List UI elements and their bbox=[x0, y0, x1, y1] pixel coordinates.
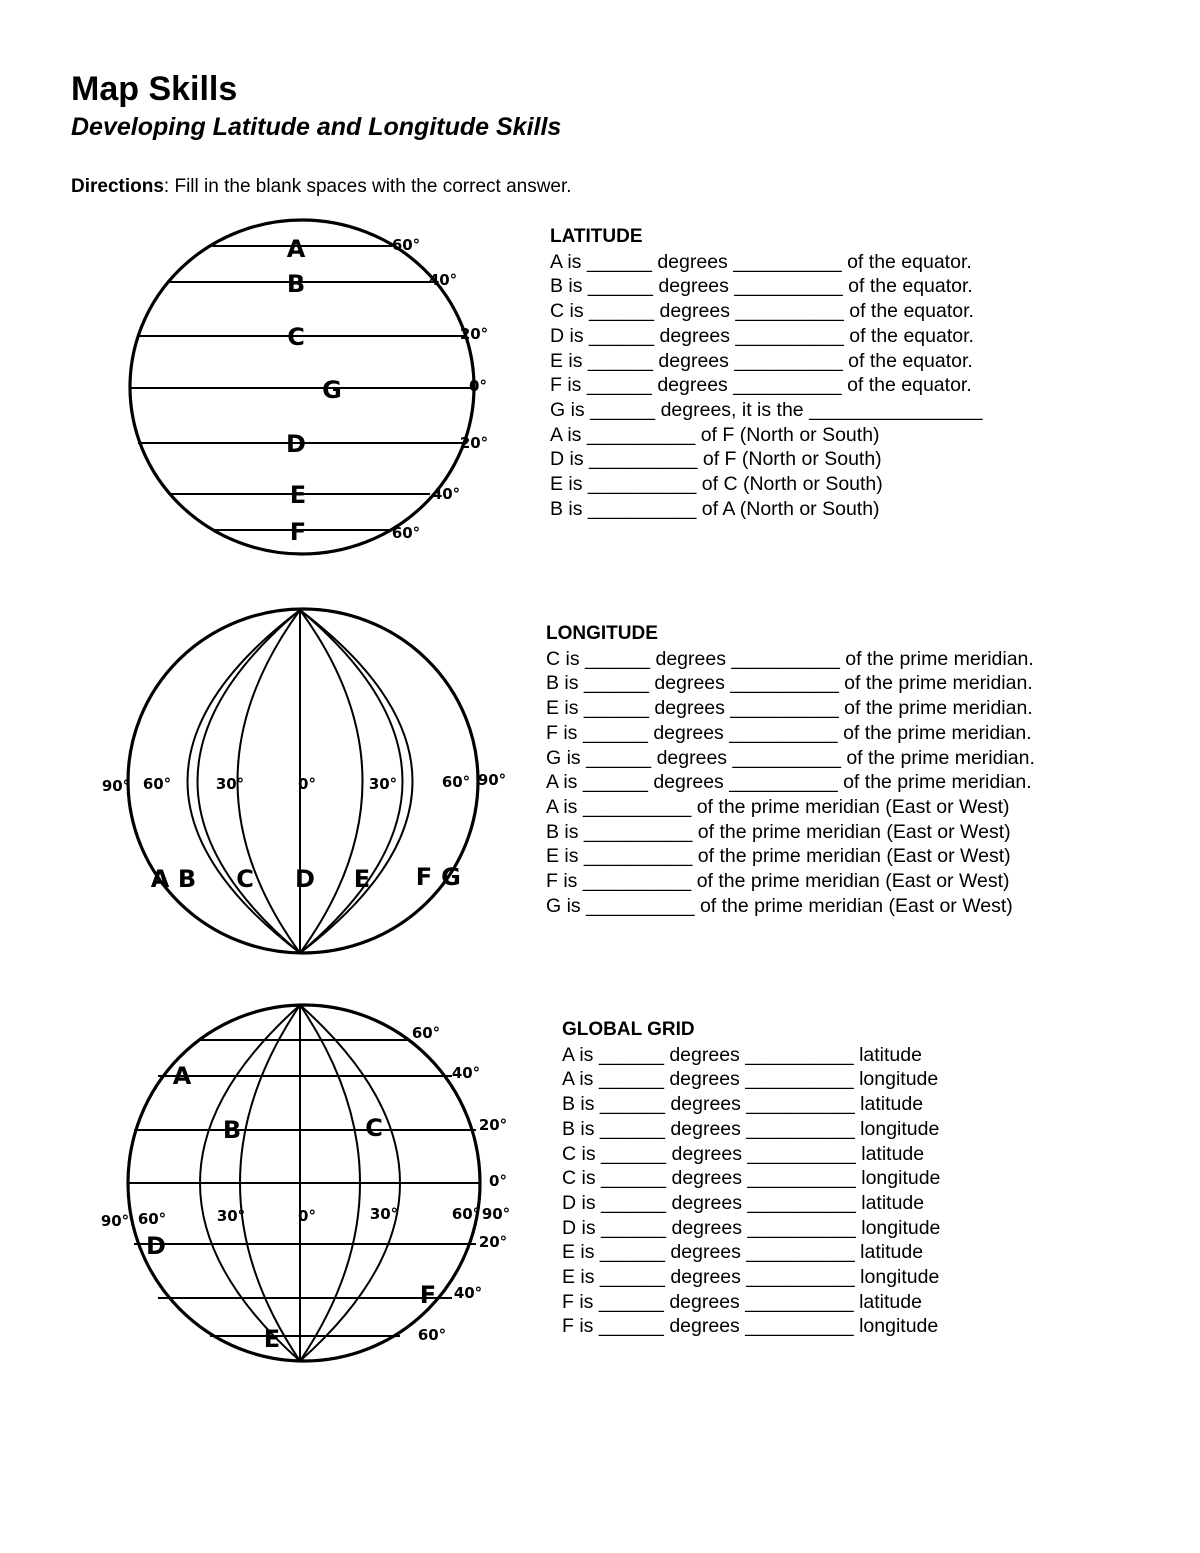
longitude-degree-label: 30° bbox=[368, 775, 398, 793]
latitude-degree-label: 40° bbox=[431, 485, 461, 503]
longitude-question: E is ______ degrees __________ of the prime meridian. bbox=[546, 697, 1033, 720]
longitude-point-label: C bbox=[236, 865, 254, 893]
grid-longitude-degree-label: 60° bbox=[451, 1205, 481, 1223]
grid-point-label: C bbox=[365, 1114, 383, 1142]
grid-latitude-degree-label: 60° bbox=[417, 1326, 447, 1344]
directions bbox=[71, 176, 572, 198]
latitude-point-label: E bbox=[289, 481, 307, 509]
latitude-section bbox=[550, 225, 983, 521]
grid-longitude-degree-label: 30° bbox=[216, 1207, 246, 1225]
global-grid-question: D is ______ degrees __________ longitude bbox=[562, 1216, 941, 1239]
grid-longitude-degree-label: 60° bbox=[137, 1210, 167, 1228]
longitude-question: G is __________ of the prime meridian (East or West) bbox=[546, 894, 1013, 917]
grid-point-label: A bbox=[172, 1062, 192, 1090]
longitude-point-label: B bbox=[177, 865, 197, 893]
grid-latitude-degree-label: 0° bbox=[489, 1172, 507, 1190]
latitude-point-label: B bbox=[286, 270, 306, 298]
directions-text: : Fill in the blank spaces with the correct answer. bbox=[163, 176, 572, 197]
longitude-degree-label: 60° bbox=[441, 773, 471, 791]
longitude-question: A is __________ of the prime meridian (East or West) bbox=[546, 795, 1010, 818]
longitude-degree-label: 90° bbox=[477, 771, 507, 789]
global-grid-question: B is ______ degrees __________ longitude bbox=[562, 1117, 940, 1140]
longitude-question: B is ______ degrees __________ of the prime meridian. bbox=[546, 672, 1033, 695]
grid-latitude-degree-label: 60° bbox=[411, 1024, 441, 1042]
latitude-degree-label: 60° bbox=[391, 236, 421, 254]
latitude-question: F is ______ degrees __________ of the equator. bbox=[550, 374, 972, 397]
global-grid-question: E is ______ degrees __________ longitude bbox=[562, 1266, 940, 1289]
global-grid-question: F is ______ degrees __________ latitude bbox=[562, 1290, 922, 1313]
meridian-b bbox=[198, 610, 301, 953]
longitude-question: B is __________ of the prime meridian (East or West) bbox=[546, 820, 1011, 843]
longitude-point-label: A bbox=[150, 865, 170, 893]
longitude-question: G is ______ degrees __________ of the prime meridian. bbox=[546, 746, 1035, 769]
latitude-question: D is ______ degrees __________ of the equator. bbox=[550, 324, 974, 347]
latitude-degree-label: 40° bbox=[428, 271, 458, 289]
longitude-point-label: E bbox=[353, 865, 371, 893]
longitude-question: A is ______ degrees __________ of the prime meridian. bbox=[546, 771, 1032, 794]
global-grid-question: C is ______ degrees __________ latitude bbox=[562, 1142, 925, 1165]
global-grid-question: C is ______ degrees __________ longitude bbox=[562, 1167, 941, 1190]
grid-point-label: F bbox=[419, 1281, 437, 1309]
global-grid-question: F is ______ degrees __________ longitude bbox=[562, 1315, 939, 1338]
latitude-point-label: A bbox=[286, 235, 306, 263]
latitude-point-label: C bbox=[287, 323, 305, 351]
longitude-point-label: G bbox=[441, 863, 461, 891]
longitude-question: E is __________ of the prime meridian (East or West) bbox=[546, 845, 1011, 868]
grid-longitude-degree-label: 0° bbox=[298, 1207, 316, 1225]
latitude-question: E is __________ of C (North or South) bbox=[550, 473, 883, 496]
longitude-globe-diagram bbox=[95, 600, 515, 960]
longitude-question: F is ______ degrees __________ of the prime meridian. bbox=[546, 721, 1032, 744]
longitude-question: C is ______ degrees __________ of the prime meridian. bbox=[546, 647, 1034, 670]
latitude-degree-label: 0° bbox=[469, 377, 487, 395]
global-grid-question: A is ______ degrees __________ longitude bbox=[562, 1068, 939, 1091]
latitude-title: LATITUDE bbox=[550, 226, 643, 247]
grid-point-label: E bbox=[263, 1325, 281, 1353]
longitude-title: LONGITUDE bbox=[546, 623, 658, 644]
latitude-question: C is ______ degrees __________ of the equator. bbox=[550, 300, 974, 323]
global-grid-question: B is ______ degrees __________ latitude bbox=[562, 1093, 924, 1116]
latitude-globe-diagram bbox=[120, 215, 500, 565]
longitude-degree-label: 90° bbox=[101, 777, 131, 795]
grid-point-label: D bbox=[146, 1232, 166, 1260]
global-grid-section bbox=[562, 1018, 940, 1339]
grid-longitude-degree-label: 30° bbox=[369, 1205, 399, 1223]
longitude-degree-label: 60° bbox=[142, 775, 172, 793]
longitude-question: F is __________ of the prime meridian (East or West) bbox=[546, 870, 1010, 893]
page-subtitle: Developing Latitude and Longitude Skills bbox=[71, 113, 562, 141]
global-grid-question: D is ______ degrees __________ latitude bbox=[562, 1191, 925, 1214]
grid-longitude-degree-label: 90° bbox=[481, 1205, 511, 1223]
longitude-degree-label: 0° bbox=[298, 775, 316, 793]
grid-latitude-degree-label: 40° bbox=[451, 1064, 481, 1082]
latitude-question: G is ______ degrees, it is the ________________ bbox=[550, 398, 983, 421]
latitude-point-label: G bbox=[322, 376, 342, 404]
latitude-question: E is ______ degrees __________ of the equator. bbox=[550, 349, 973, 372]
latitude-question: B is __________ of A (North or South) bbox=[550, 497, 880, 520]
grid-longitude-degree-label: 90° bbox=[100, 1212, 130, 1230]
latitude-degree-label: 20° bbox=[459, 325, 489, 343]
grid-point-label: B bbox=[222, 1116, 242, 1144]
grid-latitude-degree-label: 20° bbox=[478, 1233, 508, 1251]
latitude-question: B is ______ degrees __________ of the equator. bbox=[550, 275, 973, 298]
latitude-question: D is __________ of F (North or South) bbox=[550, 448, 882, 471]
latitude-point-label: D bbox=[286, 430, 306, 458]
latitude-question: A is ______ degrees __________ of the equator. bbox=[550, 250, 972, 273]
global-grid-globe-diagram bbox=[95, 1000, 515, 1370]
directions-label: Directions bbox=[71, 176, 164, 197]
global-grid-title: GLOBAL GRID bbox=[562, 1019, 695, 1040]
global-grid-question: E is ______ degrees __________ latitude bbox=[562, 1241, 924, 1264]
latitude-degree-label: 20° bbox=[459, 434, 489, 452]
longitude-point-label: D bbox=[295, 865, 315, 893]
page-title: Map Skills bbox=[71, 70, 238, 108]
grid-latitude-degree-label: 40° bbox=[453, 1284, 483, 1302]
global-grid-question: A is ______ degrees __________ latitude bbox=[562, 1043, 922, 1066]
latitude-question: A is __________ of F (North or South) bbox=[550, 423, 880, 446]
latitude-point-label: F bbox=[289, 518, 307, 546]
latitude-degree-label: 60° bbox=[391, 524, 421, 542]
longitude-section bbox=[546, 622, 1035, 918]
longitude-point-label: F bbox=[415, 863, 433, 891]
longitude-degree-label: 30° bbox=[215, 775, 245, 793]
grid-latitude-degree-label: 20° bbox=[478, 1116, 508, 1134]
